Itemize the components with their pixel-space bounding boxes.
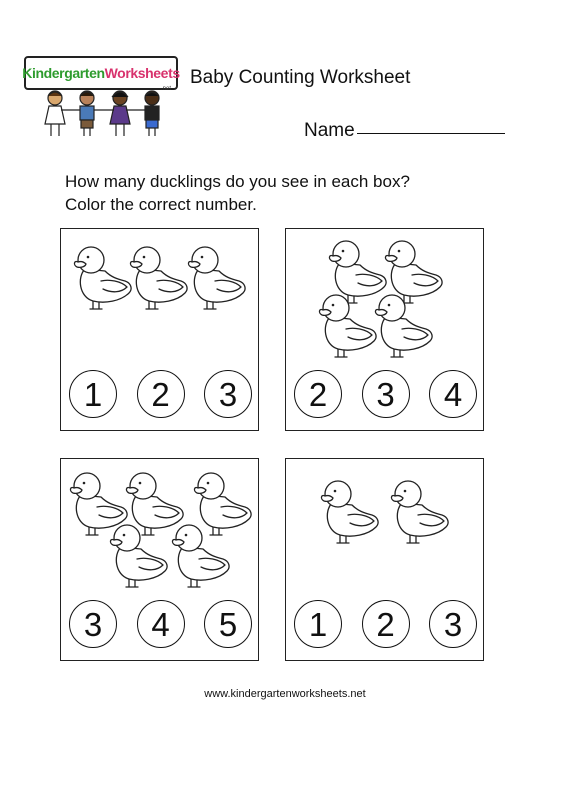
number-choices [294,600,477,652]
duckling-icon [318,475,380,547]
duckling-icon [71,241,133,313]
number-circle[interactable]: 3 [429,600,477,648]
number-circle[interactable]: 2 [362,600,410,648]
number-circle[interactable]: 3 [204,370,252,418]
number-circle[interactable]: 3 [69,600,117,648]
name-underline[interactable] [357,133,505,134]
number-circle[interactable]: 1 [69,370,117,418]
number-circle[interactable]: 3 [362,370,410,418]
number-circle[interactable]: 4 [429,370,477,418]
number-choices [69,370,252,422]
logo-text-kindergarten: Kindergarten [22,65,105,81]
number-circle[interactable]: 1 [294,600,342,648]
kindergarten-worksheets-logo [22,48,180,143]
name-label: Name [304,120,355,141]
number-choices [294,370,477,422]
duckling-icon [372,289,434,361]
worksheet-title: Baby Counting Worksheet [190,67,411,88]
number-circle[interactable]: 4 [137,600,185,648]
name-field[interactable] [304,120,505,142]
number-circle[interactable]: 2 [294,370,342,418]
instruction-line-2: Color the correct number. [65,195,257,214]
counting-box-3 [60,458,259,661]
counting-box-2 [285,228,484,431]
number-choices [69,600,252,652]
logo-text-net: .net [160,86,171,92]
kids-holding-hands-icon [30,88,170,140]
duckling-icon [169,519,231,591]
duckling-icon [316,289,378,361]
duckling-icon [127,241,189,313]
counting-box-4 [285,458,484,661]
number-circle[interactable]: 2 [137,370,185,418]
logo-sign [24,56,178,90]
duckling-icon [388,475,450,547]
footer-url[interactable]: www.kindergartenworksheets.net [204,688,366,700]
number-circle[interactable]: 5 [204,600,252,648]
instruction-line-1: How many ducklings do you see in each box? [65,172,410,191]
duckling-icon [185,241,247,313]
duckling-icon [107,519,169,591]
counting-box-1 [60,228,259,431]
logo-text-worksheets: Worksheets [104,65,180,81]
